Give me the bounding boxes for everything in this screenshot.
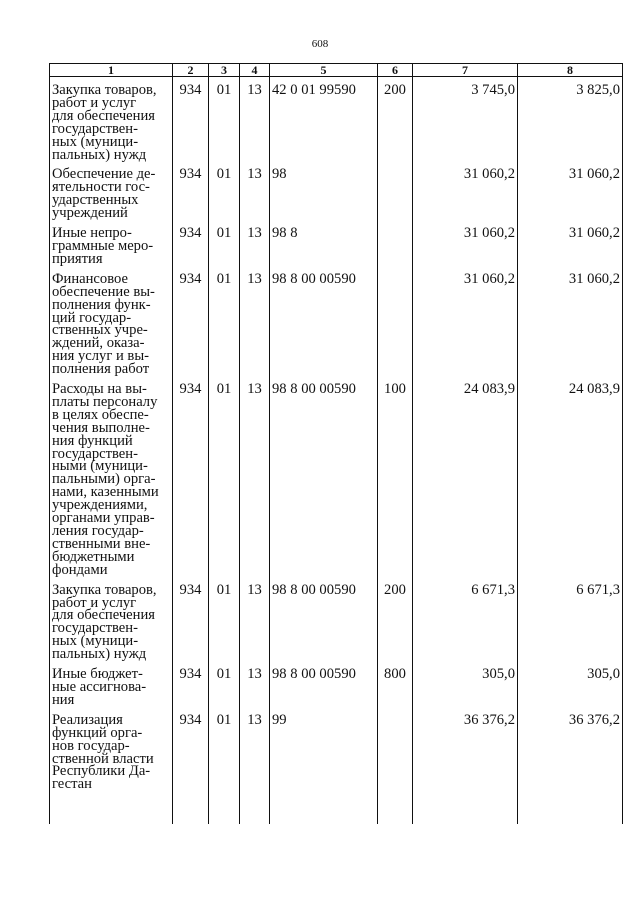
column-header: 5 <box>270 64 378 77</box>
department-code: 934 <box>173 376 209 577</box>
section-code: 01 <box>209 577 240 661</box>
subsection-code: 13 <box>240 266 270 376</box>
expense-name-line: ятельности гос- <box>52 179 150 196</box>
expense-name-line: ных (муници- <box>52 633 139 650</box>
expense-name-line: ные ассигнова- <box>52 678 147 695</box>
subsection-code: 13 <box>240 661 270 707</box>
section-code: 01 <box>209 661 240 707</box>
target-article-code: 98 8 00 00590 <box>270 661 378 707</box>
expense-name-line: Республики Да- <box>52 763 151 780</box>
expense-type-code <box>378 266 413 376</box>
expense-name-line: бюджетными <box>52 548 135 565</box>
expense-name-line: Иные непро- <box>52 225 132 242</box>
expense-name <box>50 661 173 707</box>
column-header: 6 <box>378 64 413 77</box>
amount-year-2: 305,0 <box>518 661 623 707</box>
expense-name-line: чения выполне- <box>52 419 150 436</box>
section-code: 01 <box>209 161 240 220</box>
amount-year-2: 6 671,3 <box>518 577 623 661</box>
expense-name-line: граммные меро- <box>52 237 154 254</box>
expense-name-line: государствен- <box>52 620 138 637</box>
expense-name-line: гестан <box>52 776 92 793</box>
expense-name-line: Закупка товаров, <box>52 581 157 598</box>
table-row <box>50 161 623 220</box>
table-row <box>50 220 623 266</box>
expense-name-line: пальных) нужд <box>52 146 147 163</box>
expense-name-line: государствен- <box>52 445 138 462</box>
amount-year-2: 24 083,9 <box>518 376 623 577</box>
department-code: 934 <box>173 577 209 661</box>
table-row <box>50 77 623 162</box>
expense-name-line: ния <box>52 691 75 708</box>
department-code: 934 <box>173 266 209 376</box>
expense-name <box>50 77 173 162</box>
amount-year-1: 6 671,3 <box>413 577 518 661</box>
expense-name-line: ждений, оказа- <box>52 335 145 352</box>
expense-type-code <box>378 220 413 266</box>
expense-name-line: в целях обеспе- <box>52 406 149 423</box>
column-header: 3 <box>209 64 240 77</box>
section-code: 01 <box>209 376 240 577</box>
target-article-code: 98 <box>270 161 378 220</box>
expense-name-line: Финансовое <box>52 270 128 287</box>
amount-year-1: 31 060,2 <box>413 266 518 376</box>
subsection-code: 13 <box>240 161 270 220</box>
target-article-code: 98 8 <box>270 220 378 266</box>
column-header: 4 <box>240 64 270 77</box>
expense-name <box>50 577 173 661</box>
expense-name <box>50 161 173 220</box>
department-code: 934 <box>173 220 209 266</box>
subsection-code: 13 <box>240 707 270 824</box>
amount-year-2: 36 376,2 <box>518 707 623 824</box>
expense-name-line: приятия <box>52 250 103 267</box>
section-code: 01 <box>209 220 240 266</box>
expense-name-line: ственной власти <box>52 750 154 767</box>
section-code: 01 <box>209 77 240 162</box>
expense-name-line: ственными вне- <box>52 535 151 552</box>
column-header: 2 <box>173 64 209 77</box>
expense-name <box>50 266 173 376</box>
expense-name-line: работ и услуг <box>52 94 137 111</box>
expense-name-line: работ и услуг <box>52 594 137 611</box>
target-article-code: 99 <box>270 707 378 824</box>
expense-name-line: Закупка товаров, <box>52 82 157 98</box>
table-row <box>50 707 623 824</box>
target-article-code: 98 8 00 00590 <box>270 577 378 661</box>
expense-name-line: Расходы на вы- <box>52 381 147 398</box>
expense-name-line: ления государ- <box>52 523 144 539</box>
expense-name-line: полнения работ <box>52 361 150 378</box>
section-code: 01 <box>209 707 240 824</box>
expense-name-line: обеспечение вы- <box>52 283 155 300</box>
amount-year-2: 31 060,2 <box>518 161 623 220</box>
amount-year-2: 31 060,2 <box>518 266 623 376</box>
table-row <box>50 661 623 707</box>
expense-name-line: функций орга- <box>52 724 143 741</box>
subsection-code: 13 <box>240 77 270 162</box>
amount-year-2: 31 060,2 <box>518 220 623 266</box>
amount-year-1: 36 376,2 <box>413 707 518 824</box>
subsection-code: 13 <box>240 577 270 661</box>
table-row <box>50 577 623 661</box>
amount-year-1: 31 060,2 <box>413 161 518 220</box>
expense-name-line: фондами <box>52 561 108 578</box>
header-row <box>50 64 623 77</box>
target-article-code: 98 8 00 00590 <box>270 266 378 376</box>
expense-name-line: учреждениями, <box>52 497 148 514</box>
expense-type-code: 100 <box>378 376 413 577</box>
expense-type-code: 200 <box>378 577 413 661</box>
expense-name <box>50 376 173 577</box>
subsection-code: 13 <box>240 376 270 577</box>
target-article-code: 42 0 01 99590 <box>270 77 378 162</box>
expense-name <box>50 220 173 266</box>
table-row <box>50 376 623 577</box>
expense-type-code <box>378 707 413 824</box>
expense-name-line: Иные бюджет- <box>52 666 143 683</box>
expense-type-code <box>378 161 413 220</box>
expense-name-line: ций государ- <box>52 309 132 326</box>
department-code: 934 <box>173 661 209 707</box>
expense-type-code: 800 <box>378 661 413 707</box>
column-header: 8 <box>518 64 623 77</box>
expense-name <box>50 707 173 824</box>
expense-name-line: платы персоналу <box>52 393 158 410</box>
expense-name-line: нов государ- <box>52 737 130 754</box>
expense-type-code: 200 <box>378 77 413 162</box>
subsection-code: 13 <box>240 220 270 266</box>
section-code: 01 <box>209 266 240 376</box>
expense-name-line: ных (муници- <box>52 133 139 150</box>
amount-year-1: 3 745,0 <box>413 77 518 162</box>
expense-name-line: ными (муници- <box>52 458 148 475</box>
expense-name-line: ния услуг и вы- <box>52 348 149 365</box>
column-header: 1 <box>50 64 173 77</box>
page-number: 608 <box>311 38 329 50</box>
expense-name-line: Обеспечение де- <box>52 166 156 183</box>
column-header: 7 <box>413 64 518 77</box>
amount-year-1: 31 060,2 <box>413 220 518 266</box>
amount-year-2: 3 825,0 <box>518 77 623 162</box>
department-code: 934 <box>173 161 209 220</box>
expense-name-line: государствен- <box>52 120 138 137</box>
expense-name-line: для обеспечения <box>52 607 155 624</box>
expense-name-line: органами управ- <box>52 510 155 527</box>
expense-name-line: пальными) орга- <box>52 471 156 488</box>
expense-name-line: ния функций <box>52 432 133 449</box>
expense-name-line: ударственных <box>52 192 139 209</box>
department-code: 934 <box>173 707 209 824</box>
table-row <box>50 266 623 376</box>
expense-name-line: полнения функ- <box>52 296 151 313</box>
amount-year-1: 305,0 <box>413 661 518 707</box>
expense-name-line: нами, казенными <box>52 484 159 501</box>
budget-table <box>49 63 623 824</box>
expense-name-line: учреждений <box>52 205 128 222</box>
expense-name-line: для обеспечения <box>52 107 155 124</box>
amount-year-1: 24 083,9 <box>413 376 518 577</box>
expense-name-line: ственных учре- <box>52 322 148 339</box>
expense-name-line: пальных) нужд <box>52 646 147 663</box>
expense-name-line: Реализация <box>52 711 123 728</box>
target-article-code: 98 8 00 00590 <box>270 376 378 577</box>
department-code: 934 <box>173 77 209 162</box>
